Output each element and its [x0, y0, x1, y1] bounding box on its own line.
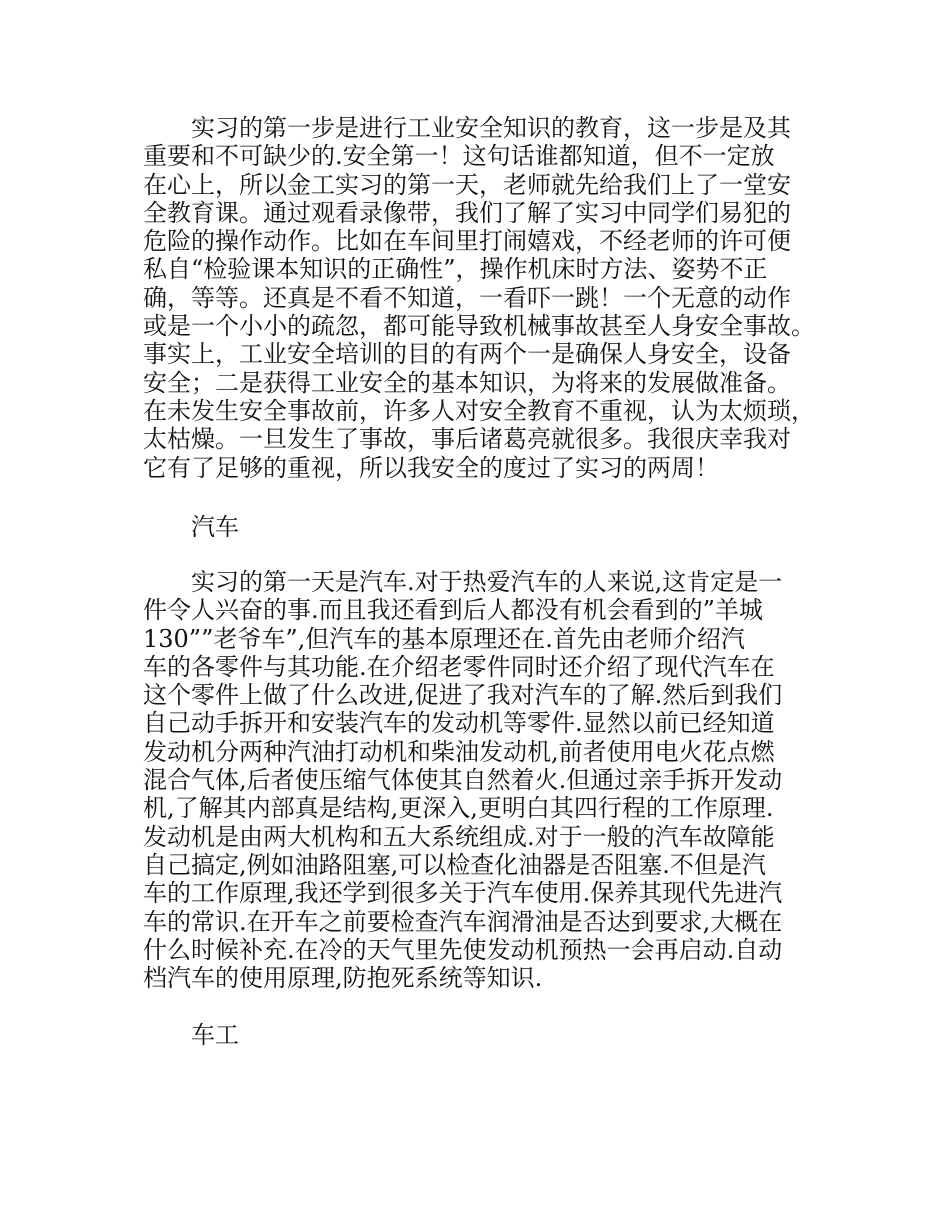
- paragraph-line: 在心上，所以金工实习的第一天，老师就先给我们上了一堂安: [143, 170, 791, 199]
- paragraph-line: 130””老爷车”,但汽车的基本原理还在.首先由老师介绍汽: [143, 624, 745, 653]
- paragraph-line: 档汽车的使用原理,防抱死系统等知识.: [143, 964, 543, 993]
- paragraph-line: 安全；二是获得工业安全的基本知识，为将来的发展做准备。: [143, 368, 791, 397]
- paragraph-line: 发动机是由两大机构和五大系统组成.对于一般的汽车故障能: [143, 822, 775, 851]
- paragraph-line: 危险的操作动作。比如在车间里打闹嬉戏，不经老师的许可便: [143, 227, 791, 256]
- paragraph-line: 自己动手拆开和安装汽车的发动机等零件.显然以前已经知道: [143, 709, 775, 738]
- paragraph-line: 车的各零件与其功能.在介绍老零件同时还介绍了现代汽车在: [143, 652, 775, 681]
- paragraph-line: 实习的第一天是汽车.对于热爱汽车的人来说,这肯定是一: [191, 568, 783, 596]
- paragraph-line: 发动机分两种汽油打动机和柴油发动机,前者使用电火花点燃: [143, 737, 775, 766]
- section-heading-lathe: 车工: [191, 1021, 239, 1049]
- paragraph-line: 全教育课。通过观看录像带，我们了解了实习中同学们易犯的: [143, 198, 791, 227]
- paragraph-line: 车的常识.在开车之前要检查汽车润滑油是否达到要求,大概在: [143, 907, 783, 936]
- paragraph-line: 机,了解其内部真是结构,更深入,更明白其四行程的工作原理.: [143, 794, 774, 823]
- paragraph-line: 车的工作原理,我还学到很多关于汽车使用.保养其现代先进汽: [143, 879, 783, 908]
- section-heading-car: 汽车: [191, 513, 239, 541]
- paragraph-line: 太枯燥。一旦发生了事故，事后诸葛亮就很多。我很庆幸我对: [143, 425, 791, 454]
- safety-paragraph: [143, 114, 815, 482]
- paragraph-line: 什么时候补充.在冷的天气里先使发动机预热一会再启动.自动: [143, 935, 783, 964]
- paragraph-line: 实习的第一步是进行工业安全知识的教育，这一步是及其: [191, 114, 791, 142]
- paragraph-line: 重要和不可缺少的.安全第一！这句话谁都知道，但不一定放: [143, 142, 775, 171]
- paragraph-line: 它有了足够的重视，所以我安全的度过了实习的两周！: [143, 453, 719, 482]
- paragraph-line: 确，等等。还真是不看不知道，一看吓一跳！一个无意的动作: [143, 283, 791, 312]
- paragraph-line: 或是一个小小的疏忽，都可能导致机械事故甚至人身安全事故。: [143, 312, 815, 341]
- paragraph-line: 自己搞定,例如油路阻塞,可以检查化油器是否阻塞.不但是汽: [143, 850, 766, 879]
- paragraph-line: 混合气体,后者使压缩气体使其自然着火.但通过亲手拆开发动: [143, 766, 783, 795]
- paragraph-line: 私自“检验课本知识的正确性”，操作机床时方法、姿势不正: [143, 255, 768, 284]
- paragraph-line: 事实上，工业安全培训的目的有两个一是确保人身安全，设备: [143, 340, 791, 369]
- car-paragraph: [143, 568, 815, 992]
- paragraph-line: 件令人兴奋的事.而且我还看到后人都没有机会看到的”羊城: [143, 596, 763, 625]
- paragraph-line: 这个零件上做了什么改进,促进了我对汽车的了解.然后到我们: [143, 681, 783, 710]
- paragraph-line: 在未发生安全事故前，许多人对安全教育不重视，认为太烦琐，: [143, 396, 815, 425]
